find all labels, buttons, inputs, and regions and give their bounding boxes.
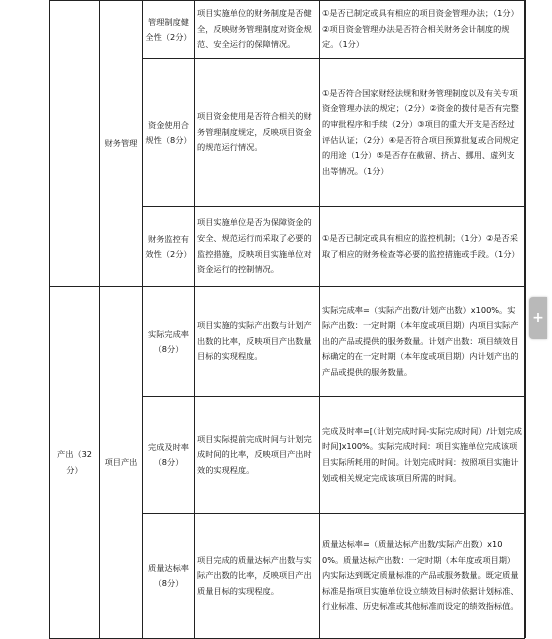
table-row (50, 287, 525, 397)
meaning-cell (195, 514, 320, 639)
level1-cell (50, 287, 100, 639)
level2-label: 项目产出 (104, 456, 138, 467)
meaning-text: 项目实施的实际产出数与计划产出数的比率，反映项目产出数量目标的实现程度。 (197, 320, 312, 362)
criteria-cell (320, 287, 525, 397)
indicator-label: 资金使用合规性（8分） (145, 119, 192, 145)
level2-cell (100, 1, 143, 287)
meaning-cell (195, 207, 320, 287)
meaning-text: 项目实施单位的财务制度是否健全，反映财务管理制度对资金规范、安全运行的保障情况。 (197, 8, 312, 50)
criteria-text: 实际完成率=（实际产出数/计划产出数）x100%。实际产出数：一定时期（本年度或项目期）内项目实际产出的产品或提供的服务数量。计划产出数：项目绩效目标确定的在一定时期（本年度或项目期）内计划产出的产品或提供的服务数量。 (322, 304, 519, 377)
indicator-label: 完成及时率（8分） (148, 442, 189, 467)
indicator-label: 管理制度健全性（2分） (145, 16, 192, 42)
plus-icon: + (532, 310, 544, 326)
indicator-cell (143, 287, 195, 397)
level2-label: 财务管理 (104, 137, 138, 148)
meaning-cell (195, 397, 320, 514)
level1-label: 产出（32分） (57, 448, 92, 475)
meaning-text: 项目实施单位是否为保障资金的安全、规范运行而采取了必要的监控措施，反映项目实施单位对资金运行的控制情况。 (197, 217, 312, 275)
criteria-text: 完成及时率=[（计划完成时间-实际完成时间）/计划完成时间]x100%。实际完成时间：项目实施单位完成该项目实际所耗用的时间。计划完成时间：按照项目实施计划或相关规定完成该项目所需的时间。 (322, 425, 522, 483)
evaluation-indicator-table (49, 0, 525, 639)
meaning-text: 项目实际提前完成时间与计划完成时间的比率，反映项目产出时效的实现程度。 (197, 433, 312, 475)
meaning-cell (195, 287, 320, 397)
criteria-text: 质量达标率=（质量达标产出数/实际产出数）x100%。质量达标产出数：一定时期（本年度或项目期）内实际达到既定质量标准的产品或服务数量。既定质量标准是指项目实施单位设立绩效目标时依据计划标准、行业标准、历史标准或其他标准而设定的绩效指标值。 (322, 539, 519, 612)
criteria-cell (320, 397, 525, 514)
indicator-cell (143, 59, 195, 207)
side-expand-button[interactable] (529, 297, 547, 339)
meaning-text: 项目完成的质量达标产出数与实际产出数的比率，反映项目产出质量目标的实现程度。 (197, 554, 312, 596)
indicator-label: 财务监控有效性（2分） (145, 233, 192, 259)
criteria-text: ①是否符合国家财经法规和财务管理制度以及有关专项资金管理办法的规定；（2分）②资金的拨付是否有完整的审批程序和手续（2分）③项目的重大开支是否经过评估认证；（2分）④是否符合项目预算批复或合同规定的用途（1分）⑤是否存在截留、挤占、挪用、虚列支出等情况。（1分） (322, 87, 519, 176)
level1-cell-empty (50, 1, 100, 287)
indicator-cell (143, 397, 195, 514)
criteria-cell (320, 514, 525, 639)
table-row (50, 1, 525, 59)
criteria-cell (320, 207, 525, 287)
meaning-text: 项目资金使用是否符合相关的财务管理制度规定，反映项目资金的规范运行情况。 (197, 111, 312, 153)
indicator-cell (143, 514, 195, 639)
indicator-label: 质量达标率（8分） (148, 563, 189, 588)
criteria-cell (320, 59, 525, 207)
meaning-cell (195, 59, 320, 207)
indicator-label: 实际完成率（8分） (148, 328, 189, 354)
indicator-cell (143, 207, 195, 287)
meaning-cell (195, 1, 320, 59)
level2-cell (100, 287, 143, 639)
criteria-text: ①是否已制定或具有相应的项目资金管理办法；（1分）②项目资金管理办法是否符合相关财务会计制度的规定。（1分） (322, 8, 519, 50)
criteria-cell (320, 1, 525, 59)
indicator-cell (143, 1, 195, 59)
criteria-text: ①是否已制定或具有相应的监控机制；（1分）②是否采取了相应的财务检查等必要的监控措施或手段。（1分） (322, 232, 520, 259)
